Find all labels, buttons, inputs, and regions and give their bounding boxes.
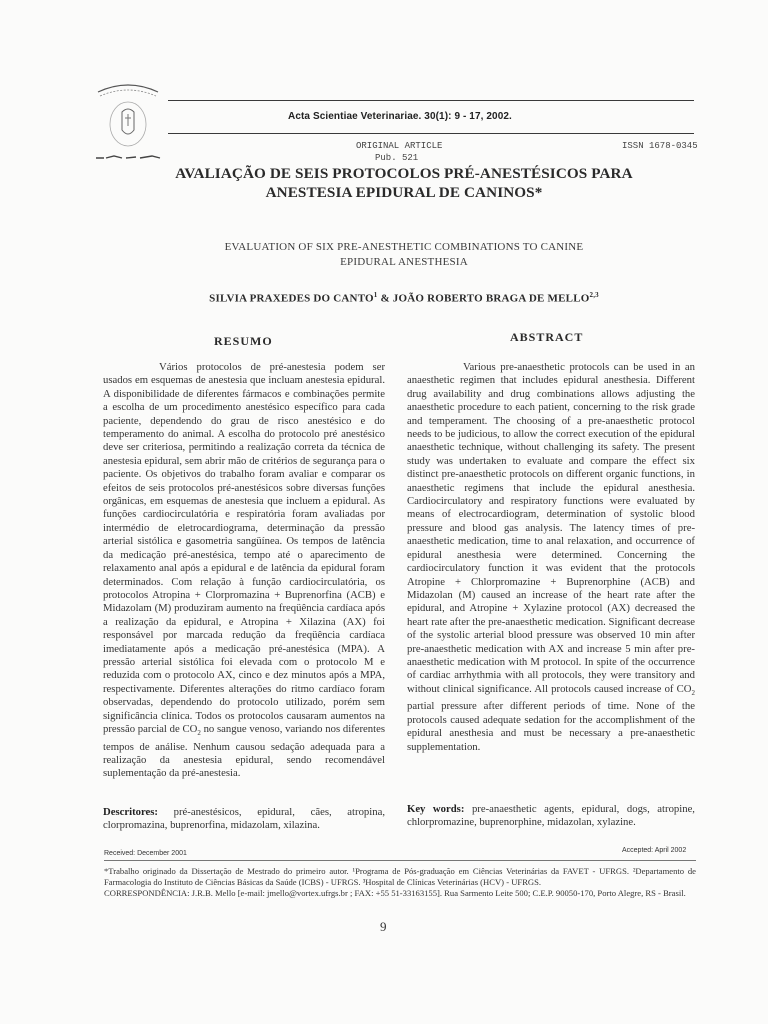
resumo-keywords-label: Descritores: xyxy=(103,806,158,818)
author-separator: & xyxy=(377,292,393,305)
resumo-text-end: no sangue venoso, variando nos diferentes tempos de análise. Nenhum causou sedação adequada para a realização da anestesia epidural, sendo recomendável suplementação da pré-anestesia. xyxy=(103,722,385,780)
title-line-2: ANESTESIA EPIDURAL DE CANINOS* xyxy=(265,184,543,201)
title-line-1: AVALIAÇÃO DE SEIS PROTOCOLOS PRÉ-ANESTÉSICOS PARA xyxy=(175,165,633,182)
abstract-text: Various pre-anaesthetic protocols can be used in an anaesthetic regimen that includes epidural anesthesia. Different drug availability and drug combinations allows adjusting the anaesthetic procedure to each patient, concerning to the risk grade and temperament. The choosing of a pre-anaesthetic protocol needs to be judicious, to allow the correct execution of the epidural anaesthetic technique, without challenging its safety. The present study was undertaken to evaluate and compare the effect six distinct pre-anaesthetic protocols on different organic functions, in anaesthetic regimens that include the epidural anesthesia. Cardiocirculatory and respiratory functions were evaluated by means of electrocardiogram, determination of systolic blood pressure and blood gas analysis. The latency times of pre-anaesthetic medication, time to anal relaxation, and occurrence of epidural anesthesia were determined. Concerning the cardiocirculatory function it was evident that the protocols Atropine + Chlorpromazine + Buprenorphine (ACB) and Midazolan (M) caused an increase of the heart rate after the epidural, and Atropine + Xylazine protocol (AX) decreased the heart rate after the pre-anaesthetic medication. Significant decrease of the systolic arterial blood pressure was observed 10 min after pre-anaesthetic medication with AX and increase 5 min after pre-anaesthetic medication with M protocol. In spite of the occurrence of cardiac arrhythmia with all protocols, they were transitory and without clinical significance. All protocols caused increase of CO xyxy=(407,361,695,695)
authors xyxy=(150,291,658,305)
footnote-rule xyxy=(104,860,696,861)
english-title xyxy=(150,240,658,270)
footnotes xyxy=(104,866,696,899)
resumo-co2-subscript: 2 xyxy=(197,729,201,738)
footnote-correspondence: CORRESPONDÊNCIA: J.R.B. Mello [e-mail: jmello@vortex.ufrgs.br ; FAX: +55 51-33163155]. Rua Sarmento Leite 500; C.E.P. 90050-170, Porto Alegre, RS - Brasil. xyxy=(104,888,686,898)
resumo-keywords xyxy=(103,806,385,833)
accepted-date: Accepted: April 2002 xyxy=(622,847,687,854)
article-type: ORIGINAL ARTICLE xyxy=(356,141,443,151)
abstract-text-end: partial pressure after different periods of time. None of the protocols caused adequate sedation for the accomplishment of the epidural anesthesia and must be necessary a pre-anaesthetic supplementation. xyxy=(407,700,695,753)
footnote-affiliations: *Trabalho originado da Dissertação de Mestrado do primeiro autor. ¹Programa de Pós-graduação em Ciências Veterinárias da FAVET - UFRGS. ²Departamento de Farmacologia do Instituto de Ciências Básicas da Saúde (ICBS) - UFRGS. ³Hospital de Clínicas Veterinárias (HCV) - UFRGS. xyxy=(104,866,696,887)
abstract-keywords xyxy=(407,803,695,830)
resumo-heading: RESUMO xyxy=(214,334,273,348)
author-2: JOÃO ROBERTO BRAGA DE MELLO xyxy=(392,292,590,305)
issn: ISSN 1678-0345 xyxy=(622,141,698,151)
resumo-text: Vários protocolos de pré-anestesia podem ser usados em esquemas de anestesia que incluam anestesia epidural. A disponibilidade de diferentes fármacos e combinações permite a escolha de um procedimento anestésico específico para cada paciente, dependendo do grau de risco anestésico e do temperamento do animal. A escolha do protocolo pré anestésico deve ser criteriosa, permitindo a realização correta da técnica de anestesia epidural, sem abrir mão de critérios de segurança para o paciente. Os objetivos do trabalho foram avaliar e comparar os efeitos de seis protocolos pré-anestésicos sobre diversas funções orgânicas, em esquemas de anestesia que incluem a epidural. As funções cardiocirculatória e respiratória foram avaliadas por intermédio de eletrocardiograma, determinação da pressão arterial sistólica e gasometria sangüínea. Os tempos de latência da medicação pré-anestésica, tempo até o aparecimento de relaxamento anal após a epidural e de latência da epidural foram determinados. Com relação à função cardiocirculatória, os protocolos Atropina + Clorpromazina + Buprenorfina (ACB) e Midazolam (M) produziram aumento na freqüência cardíaca após a realização da epidural, e Atropina + Xilazina (AX) foi responsável por marcada redução da freqüência cardíaca imediatamente após a medicação pré-anestésica (MPA). A pressão arterial sistólica foi elevada com o protocolo M e reduzida com o protocolo AX, cinco e dez minutos após a MPA, respectivamente. Diferentes alterações do ritmo cardíaco foram observadas, dependendo do protocolo utilizado, porém sem significância clínica. Todos os protocolos causaram aumentos na pressão parcial de CO xyxy=(103,361,385,735)
page-number: 9 xyxy=(380,919,387,934)
author-1-affiliation: 1 xyxy=(373,291,378,299)
resumo-body xyxy=(103,361,385,781)
resumo-keywords-text: pré-anestésicos, epidural, cães, atropina, clorpromazina, buprenorfina, midazolam, xilazina. xyxy=(103,806,385,832)
abstract-co2-subscript: 2 xyxy=(691,688,695,697)
abstract-keywords-text: pre-anaesthetic agents, epidural, dogs, atropine, chlorpromazine, buprenorphine, midazolan, xylazine. xyxy=(407,803,695,829)
publication-number: Pub. 521 xyxy=(375,153,419,163)
english-title-line-2: EPIDURAL ANESTHESIA xyxy=(340,256,468,268)
abstract-heading: ABSTRACT xyxy=(510,330,584,344)
english-title-line-1: EVALUATION OF SIX PRE-ANESTHETIC COMBINATIONS TO CANINE xyxy=(224,241,584,253)
university-seal-icon xyxy=(92,78,164,164)
header-rule-bottom xyxy=(168,133,694,134)
article-title xyxy=(130,164,678,202)
journal-citation: Acta Scientiae Veterinariae. 30(1): 9 - 17, 2002. xyxy=(288,111,512,122)
author-2-affiliation: 2,3 xyxy=(589,291,599,299)
abstract-keywords-label: Key words: xyxy=(407,803,465,815)
header-rule-top xyxy=(168,100,694,101)
abstract-body xyxy=(407,361,695,754)
received-date: Received: December 2001 xyxy=(104,850,187,857)
author-1: SILVIA PRAXEDES DO CANTO xyxy=(209,292,374,305)
